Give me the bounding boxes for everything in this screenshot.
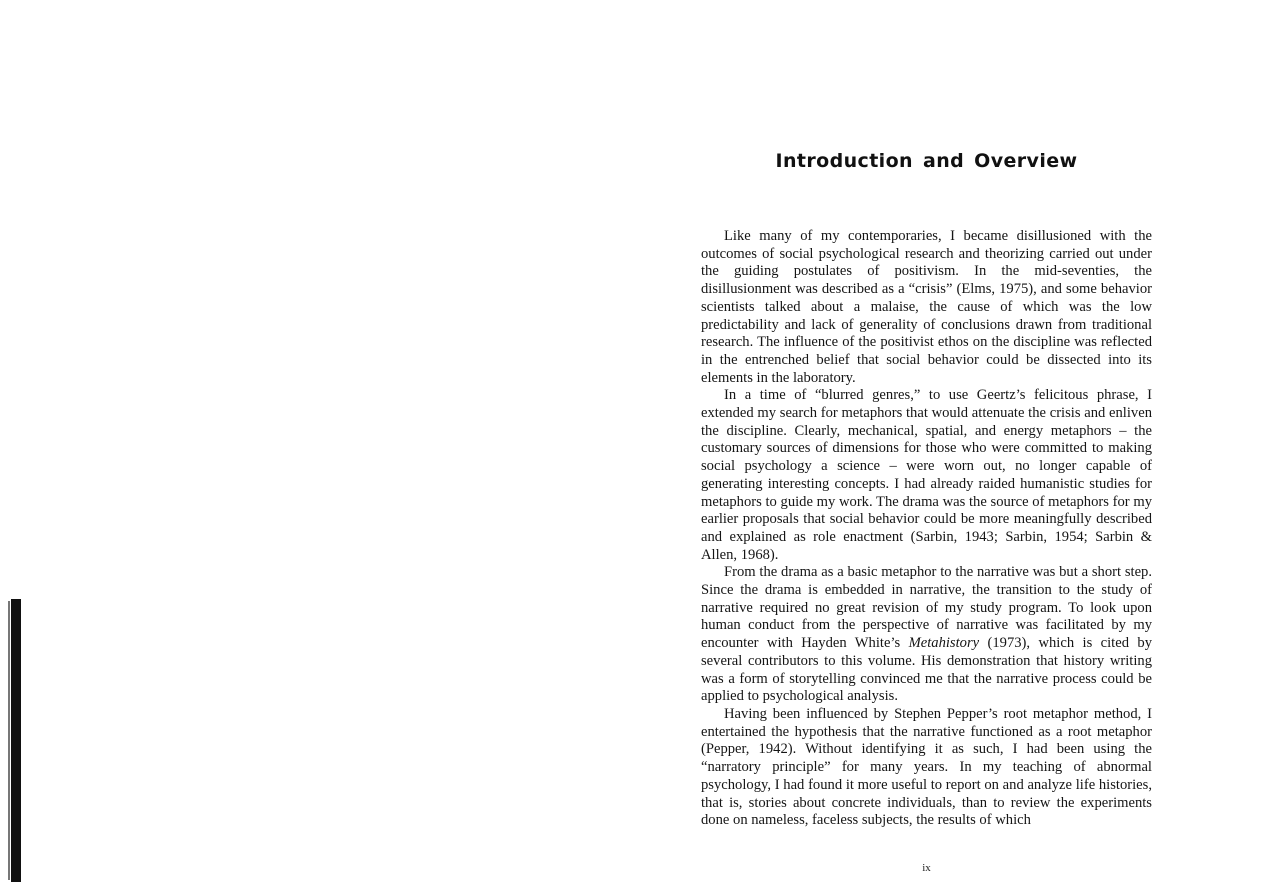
paragraph [701,564,1152,706]
chapter-title: Introduction and Overview [775,150,1078,172]
paragraph [701,228,1152,387]
paragraph-text: From the drama as a basic metaphor to the narrative was but a short step. Since the drama is embedded in narrative, the transition to the study of narrative required no great revision of my study program. To look upon human conduct from the perspective of narrative was facilitated by my encounter with Hayden White’s [701,564,1152,652]
book-title-italic: Metahistory [908,635,980,652]
book-spine-edge [11,599,21,882]
right-page [701,0,1152,894]
paragraph-text: (1973), which is cited by several contributors to this volume. His demonstration that history writing was a form of storytelling convinced me that the narrative process could be applied to psychological analysis. [701,635,1152,705]
body-text [701,228,1152,830]
page-number: ix [922,862,931,874]
paragraph-text: Like many of my contemporaries, I became disillusioned with the outcomes of social psychological research and theorizing carried out under the guiding postulates of positivism. In the mid-seventies, the disillusionment was described as a “crisis” (Elms, 1975), and some behavior scientists talked about a malaise, the cause of which was the low predictability and lack of generality of conclusions drawn from traditional research. The influence of the positivist ethos on the discipline was reflected in the entrenched belief that social behavior could be dissected into its elements in the laboratory. [701,228,1152,386]
paragraph-text: In a time of “blurred genres,” to use Geertz’s felicitous phrase, I extended my search for metaphors that would attenuate the crisis and enliven the discipline. Clearly, mechanical, spatial, and energy metaphors – the customary sources of dimensions for those who were committed to making social psychology a science – were worn out, no longer capable of generating interesting concepts. I had already raided humanistic studies for metaphors to guide my work. The drama was the source of metaphors for my earlier proposals that social behavior could be more meaningfully described and explained as role enactment (Sarbin, 1943; Sarbin, 1954; Sarbin & Allen, 1968). [701,387,1152,563]
paragraph [701,387,1152,564]
paragraph [701,706,1152,830]
paragraph-text: Having been influenced by Stephen Pepper’s root metaphor method, I entertained the hypothesis that the narrative functioned as a root metaphor (Pepper, 1942). Without identifying it as such, I had been using the “narratory principle” for many years. In my teaching of abnormal psychology, I had found it more useful to report on and analyze life histories, that is, stories about concrete individuals, than to review the experiments done on nameless, faceless subjects, the results of which [701,705,1152,829]
